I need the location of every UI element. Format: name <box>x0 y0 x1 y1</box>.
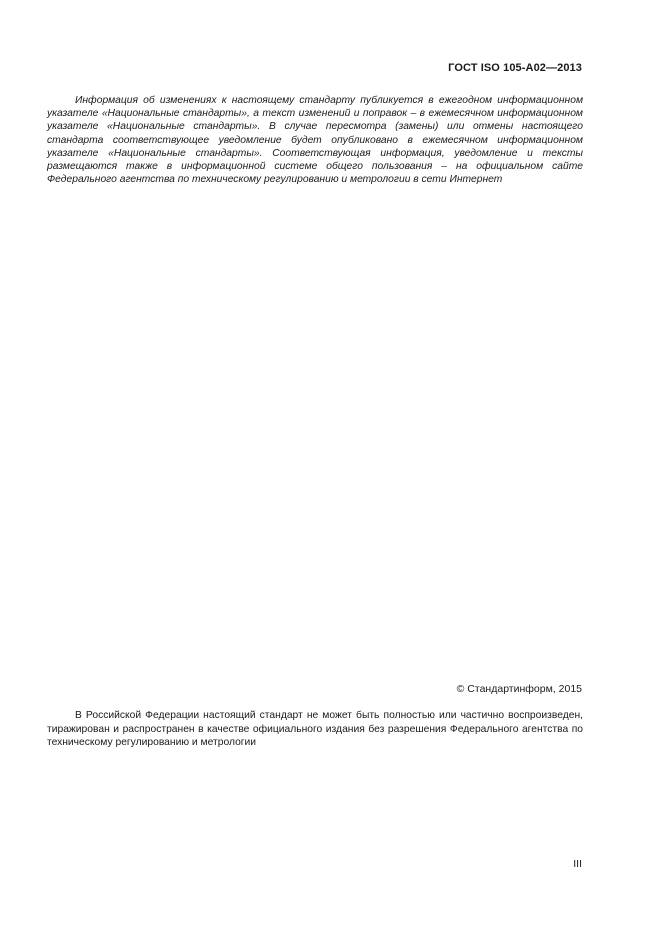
standard-code-header: ГОСТ ISO 105-A02—2013 <box>448 62 582 74</box>
copyright-notice: © Стандартинформ, 2015 <box>456 683 582 695</box>
reproduction-restriction-paragraph: В Российской Федерации настоящий стандарт не может быть полностью или частично воспроизведен, тиражирован и распространен в качестве официального издания без разрешения Федерального агентства по техническому регулированию и метрологии <box>47 710 583 749</box>
amendments-info-paragraph: Информация об изменениях к настоящему стандарту публикуется в ежегодном информационном указателе «Национальные стандарты», а текст изменений и поправок – в ежемесячном информационном указателе «Национальные стандарты». В случае пересмотра (замены) или отмены настоящего стандарта соответствующее уведомление будет опубликовано в ежемесячном информационном указателе «Национальные стандарты». Соответствующая информация, уведомление и тексты размещаются также в информационной системе общего пользования – на официальном сайте Федерального агентства по техническому регулированию и метрологии в сети Интернет <box>47 95 583 186</box>
page-number: III <box>573 858 582 870</box>
